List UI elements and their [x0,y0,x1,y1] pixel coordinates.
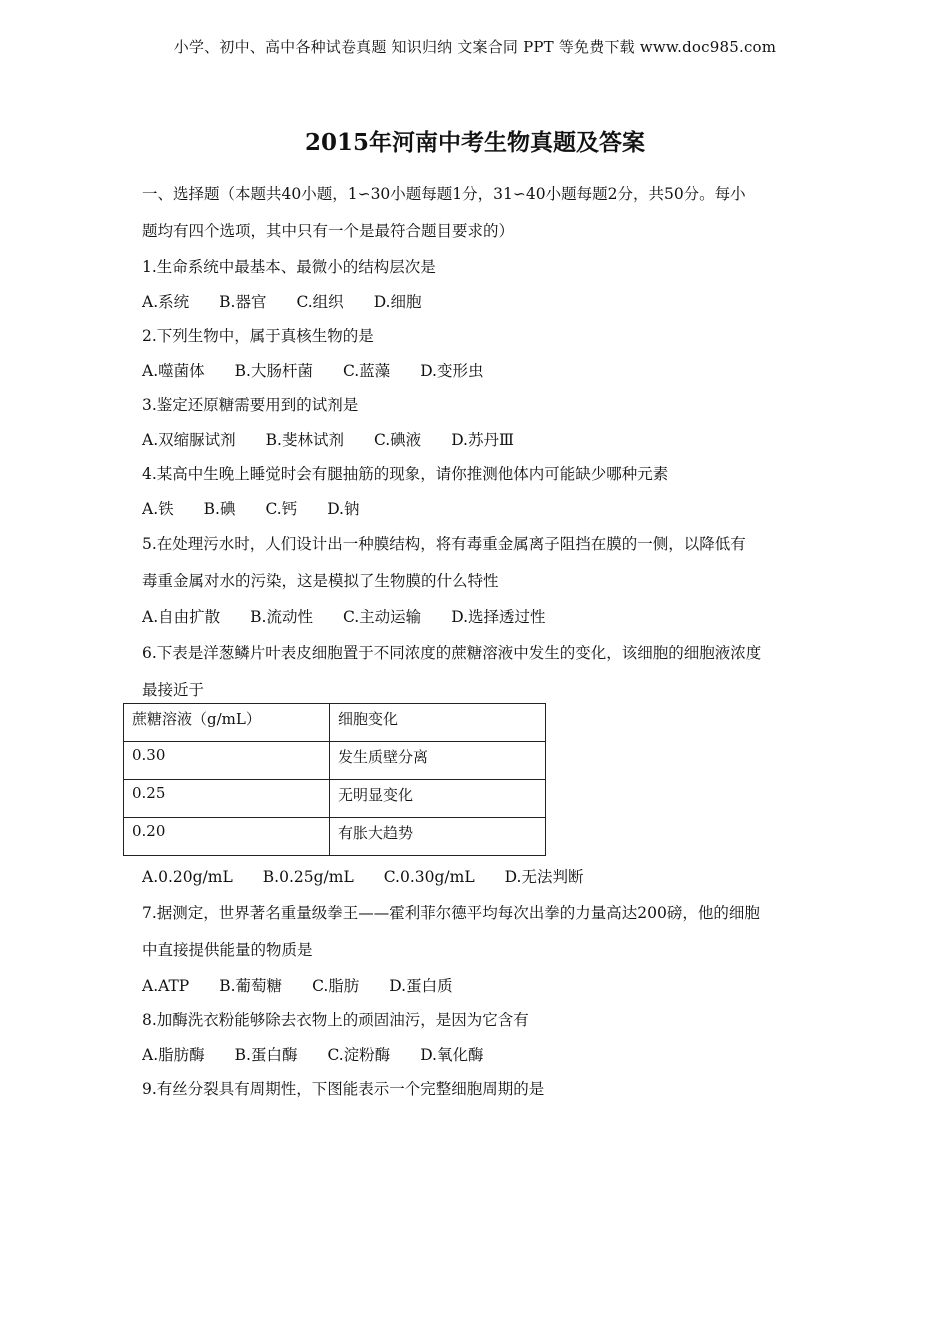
option: A.双缩脲试剂 [142,430,236,449]
option: C.钙 [265,499,298,518]
option: A.系统 [142,292,190,311]
question-stem: 7.据测定，世界著名重量级拳王——霍利菲尔德平均每次出拳的力量高达200磅，他的细胞 [142,903,760,922]
section-intro-line: 一、选择题（本题共40小题，1∽30小题每题1分，31∽40小题每题2分，共50分。每小 [142,185,746,203]
table-header-cell: 细胞变化 [330,704,546,742]
option: C.主动运输 [342,608,422,626]
option: B.大肠杆菌 [234,361,313,380]
option: C.0.30g/mL [383,868,475,886]
table-cell: 无明显变化 [330,780,546,818]
table-row [124,780,546,818]
table-row [124,818,546,856]
table-cell: 0.20 [124,818,330,856]
question-stem: 5.在处理污水时，人们设计出一种膜结构，将有毒重金属离子阻挡在膜的一侧，以降低有 [142,535,746,553]
question-options [142,969,822,1004]
option: A.0.20g/mL [142,868,233,886]
question-options [142,600,822,635]
questions-section-1 [142,176,822,709]
sucrose-table [123,703,546,856]
option: C.蓝藻 [342,361,391,380]
question-stem: 毒重金属对水的污染，这是模拟了生物膜的什么特性 [142,572,499,590]
question-stem: 2.下列生物中，属于真核生物的是 [142,327,374,345]
option: B.0.25g/mL [262,868,354,886]
option: D.无法判断 [504,868,584,886]
option: B.蛋白酶 [234,1045,298,1064]
question-stem: 8.加酶洗衣粉能够除去衣物上的顽固油污，是因为它含有 [142,1011,529,1029]
question-options [142,1038,822,1073]
question-options [142,860,822,895]
option: B.斐林试剂 [265,430,344,449]
table-cell: 0.25 [124,780,330,818]
page-header: 小学、初中、高中各种试卷真题 知识归纳 文案合同 PPT 等免费下载 www.doc985.com [173,38,777,56]
table-cell: 发生质壁分离 [330,742,546,780]
questions-section-2 [142,860,822,1107]
option: C.组织 [296,292,344,311]
page-title: 2015年河南中考生物真题及答案 [304,129,645,156]
question-options [142,423,822,458]
option: D.细胞 [373,292,422,311]
option: A.自由扩散 [142,608,221,626]
option: A.铁 [142,499,174,518]
question-stem: 3.鉴定还原糖需要用到的试剂是 [142,396,359,414]
option: A.ATP [142,976,190,995]
question-stem: 1.生命系统中最基本、最微小的结构层次是 [142,258,436,276]
question-stem: 4.某高中生晚上睡觉时会有腿抽筋的现象，请你推测他体内可能缺少哪种元素 [142,465,669,483]
table-row [124,742,546,780]
section-intro-line: 题均有四个选项，其中只有一个是最符合题目要求的） [142,222,515,240]
option: C.淀粉酶 [327,1045,391,1064]
table-cell: 有胀大趋势 [330,818,546,856]
question-options [142,492,822,527]
option: D.氧化酶 [420,1045,484,1064]
option: D.选择透过性 [451,608,546,626]
option: B.碘 [203,499,236,518]
question-stem: 最接近于 [142,680,205,699]
option: C.碘液 [373,430,422,449]
option: D.钠 [327,499,360,518]
question-stem: 6.下表是洋葱鳞片叶表皮细胞置于不同浓度的蔗糖溶液中发生的变化，该细胞的细胞液浓度 [142,643,762,662]
option: D.苏丹Ⅲ [451,430,514,449]
option: B.流动性 [250,608,313,626]
question-options [142,285,822,320]
option: C.脂肪 [312,976,360,995]
option: A.噬菌体 [142,361,205,380]
option: B.葡萄糖 [219,976,283,995]
question-options [142,354,822,389]
table-header-cell: 蔗糖溶液（g/mL） [124,704,330,742]
table-cell: 0.30 [124,742,330,780]
question-stem: 9.有丝分裂具有周期性，下图能表示一个完整细胞周期的是 [142,1080,545,1098]
question-stem: 中直接提供能量的物质是 [142,940,313,959]
table-header-row [124,704,546,742]
option: A.脂肪酶 [142,1045,205,1064]
option: D.变形虫 [420,361,484,380]
option: B.器官 [219,292,267,311]
option: D.蛋白质 [389,976,453,995]
